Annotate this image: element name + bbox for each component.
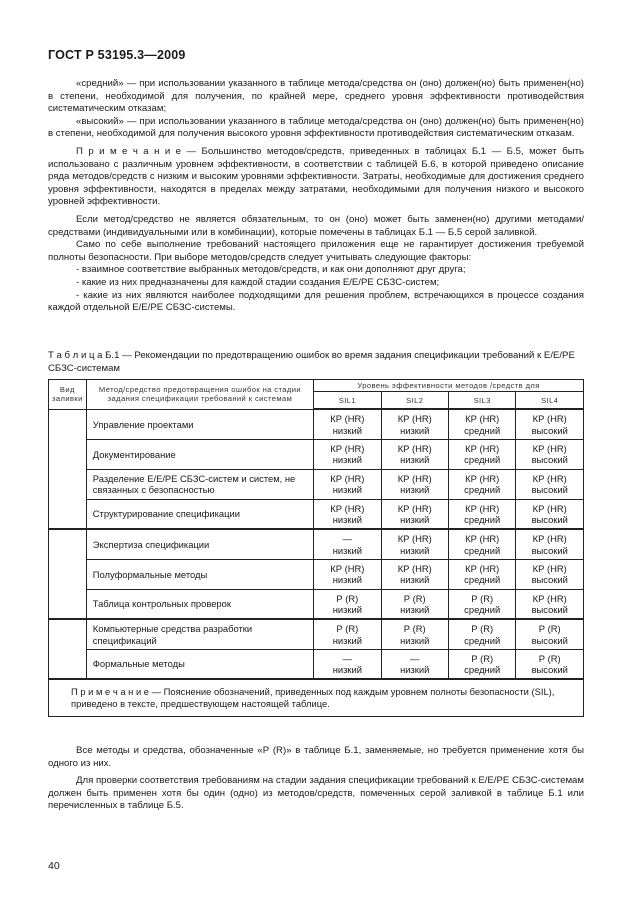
table-row — [49, 589, 584, 619]
method-cell: Формальные методы — [86, 649, 313, 679]
effectiveness-value: низкий — [400, 454, 430, 466]
recommendation-value: КР (HR) — [532, 502, 567, 514]
effectiveness-value: высокий — [531, 424, 568, 436]
recommendation-value: КР (HR) — [532, 413, 567, 425]
intro-note-label: П р и м е ч а н и е — [76, 145, 182, 157]
effectiveness-value: высокий — [531, 454, 568, 466]
paragraph-medium: «средний» — при использовании указанного в таблице метода/средства он (оно) должен(но) быть применен(но) в степени, необходимой для получения, по крайней мере, среднего уровня эффективности противодействия систематическим отказам; — [48, 78, 584, 115]
recommendation-value: Р (R) — [403, 592, 426, 604]
sil1-cell — [314, 469, 381, 499]
sil4-cell — [516, 499, 584, 529]
recommendation-value: КР (HR) — [397, 502, 432, 514]
recommendation-value: Р (R) — [403, 623, 426, 635]
sil3-cell — [448, 649, 516, 679]
table-note-text: — Пояснение обозначений, приведенных под каждым уровнем полноты безопасности (SIL), приведено в тексте, предшествующем настоящей таблице. — [71, 686, 555, 709]
sil4-cell — [516, 649, 584, 679]
effectiveness-value: низкий — [332, 514, 362, 526]
recommendation-value: Р (R) — [538, 623, 561, 635]
sil3-cell — [448, 589, 516, 619]
sil2-cell — [381, 589, 448, 619]
paragraph-high: «высокий» — при использовании указанного в таблице метода/средства он (оно) должен(но) быть применен(но) в степени, необходимой для получения высокого уровня эффективности противодействия систематическим отказам. — [48, 115, 584, 140]
recommendation-value: КР (HR) — [465, 472, 500, 484]
header-method: Метод/средство предотвращения ошибок на стадии задания спецификации требований к системам — [86, 380, 313, 410]
method-cell: Таблица контрольных проверок — [86, 589, 313, 619]
effectiveness-value: высокий — [531, 544, 568, 556]
effectiveness-value: высокий — [531, 604, 568, 616]
header-levels: Уровень эффективности методов /средств для — [314, 380, 584, 392]
paragraph-factors: Само по себе выполнение требований настоящего приложения еще не гарантирует достижения требуемой полноты безопасности. При выборе методов/средств следует учитывать следующие факторы: — [48, 239, 584, 263]
table-row — [49, 559, 584, 589]
paragraph-outro-1: Все методы и средства, обозначенные «Р (R)» в таблице Б.1, заменяемые, но требуется применение хотя бы одного из них. — [48, 745, 584, 769]
sil1-cell — [314, 649, 381, 679]
sil2-cell — [381, 499, 448, 529]
intro-note — [48, 146, 584, 209]
bullet-3: - какие из них являются наиболее подходящими для решения проблем, встречающихся в процессе создания каждой отдельной Е/Е/РЕ СБЗС-системы. — [48, 289, 584, 314]
effectiveness-value: низкий — [400, 514, 430, 526]
effectiveness-value: средний — [464, 514, 501, 526]
intro-note-text: — Большинство методов/средств, приведенных в таблицах Б.1 — Б.5, может быть использовано с различным уровнем эффективности, в соответствии с таблицей Б.6, в которой приведено описание ряда методов/средств с низким и высоким уровнями эффективности. Затраты, необходимые для достижения среднего уровня эффективности, находятся в пределах между затратами, необходимыми для получения низкого и высокого уровней эффективности. — [48, 145, 584, 208]
effectiveness-value: средний — [464, 664, 501, 676]
header-sil3: SIL3 — [448, 392, 516, 410]
sil3-cell — [448, 619, 516, 649]
recommendation-value: КР (HR) — [397, 533, 432, 545]
paragraph-outro-2: Для проверки соответствия требованиям на стадии задания спецификации требований к Е/Е/РЕ СБЗС-системам должен быть применен хотя бы один (одно) из методов/средств, помеченных серой заливкой в таблице Б.1 или перечисленных в таблице Б.5. — [48, 775, 584, 812]
recommendation-value: Р (R) — [471, 592, 494, 604]
recommendation-value: КР (HR) — [397, 562, 432, 574]
recommendation-value: КР (HR) — [330, 562, 365, 574]
table-note-label: П р и м е ч а н и е — [71, 686, 150, 698]
sil2-cell — [381, 529, 448, 559]
method-cell: Управление проектами — [86, 409, 313, 439]
sil1-cell — [314, 589, 381, 619]
recommendation-value: Р (R) — [336, 623, 359, 635]
recommendation-value: — — [410, 652, 420, 664]
recommendation-value: КР (HR) — [532, 442, 567, 454]
bullet-2: - какие из них предназначены для каждой стадии создания Е/Е/РЕ СБЗС-систем; — [76, 276, 440, 288]
effectiveness-value: средний — [464, 604, 501, 616]
recommendation-value: КР (HR) — [465, 562, 500, 574]
recommendation-value: КР (HR) — [465, 413, 500, 425]
effectiveness-value: низкий — [332, 634, 362, 646]
sil2-cell — [381, 469, 448, 499]
table-row — [49, 409, 584, 439]
effectiveness-value: высокий — [531, 484, 568, 496]
method-cell: Компьютерные средства разработки спецификаций — [86, 619, 313, 649]
effectiveness-value: средний — [464, 424, 501, 436]
effectiveness-value: низкий — [400, 574, 430, 586]
fill-kind-cell — [49, 529, 87, 619]
sil2-cell — [381, 559, 448, 589]
recommendation-value: — — [342, 533, 353, 545]
fill-kind-cell — [49, 409, 87, 529]
table-row — [49, 439, 584, 469]
page-number: 40 — [48, 860, 60, 872]
sil4-cell — [516, 469, 584, 499]
table-caption: Т а б л и ц а Б.1 — Рекомендации по предотвращению ошибок во время задания спецификации требований к Е/Е/РЕ СБЗС-системам — [48, 350, 575, 374]
effectiveness-value: низкий — [332, 424, 362, 436]
sil1-cell — [314, 559, 381, 589]
intro-text — [48, 78, 584, 315]
effectiveness-value: низкий — [400, 604, 430, 616]
table-row — [49, 499, 584, 529]
recommendation-value: КР (HR) — [532, 533, 567, 545]
sil4-cell — [516, 529, 584, 559]
effectiveness-value: низкий — [400, 634, 430, 646]
bullet-1: - взаимное соответствие выбранных методов/средств, и как они дополняют друг друга; — [76, 264, 466, 276]
table-note — [49, 679, 584, 716]
sil2-cell — [381, 619, 448, 649]
table-note-row — [49, 679, 584, 716]
sil3-cell — [448, 409, 516, 439]
table-row — [49, 649, 584, 679]
effectiveness-value: низкий — [332, 544, 362, 556]
recommendation-value: КР (HR) — [330, 472, 365, 484]
sil1-cell — [314, 529, 381, 559]
header-sil2: SIL2 — [381, 392, 448, 410]
recommendation-value: КР (HR) — [397, 442, 432, 454]
recommendations-table — [48, 379, 584, 717]
table-row — [49, 469, 584, 499]
method-cell: Экспертиза спецификации — [86, 529, 313, 559]
recommendation-value: Р (R) — [471, 652, 494, 664]
method-cell: Полуформальные методы — [86, 559, 313, 589]
sil2-cell — [381, 409, 448, 439]
recommendation-value: КР (HR) — [465, 442, 500, 454]
recommendation-value: КР (HR) — [532, 562, 567, 574]
recommendation-value: КР (HR) — [330, 442, 365, 454]
paragraph-replace: Если метод/средство не является обязательным, то он (оно) может быть заменен(но) другими методами/средствами (индивидуальными или в комбинации), которые помечены в таблицах Б.1 — Б.5 серой заливкой. — [48, 213, 584, 238]
table-row — [49, 619, 584, 649]
effectiveness-value: средний — [464, 544, 501, 556]
effectiveness-value: высокий — [531, 634, 568, 646]
effectiveness-value: низкий — [400, 544, 430, 556]
sil3-cell — [448, 529, 516, 559]
effectiveness-value: высокий — [531, 574, 568, 586]
sil1-cell — [314, 619, 381, 649]
effectiveness-value: средний — [464, 634, 501, 646]
recommendation-value: КР (HR) — [465, 502, 500, 514]
sil3-cell — [448, 559, 516, 589]
header-sil4: SIL4 — [516, 392, 584, 410]
sil4-cell — [516, 619, 584, 649]
table-body — [49, 409, 584, 716]
effectiveness-value: низкий — [400, 664, 430, 676]
effectiveness-value: средний — [464, 574, 501, 586]
document-header: ГОСТ Р 53195.3—2009 — [48, 48, 186, 62]
sil2-cell — [381, 439, 448, 469]
sil3-cell — [448, 469, 516, 499]
method-cell: Разделение Е/Е/РЕ СБЗС-систем и систем, не связанных с безопасностью — [86, 469, 313, 499]
effectiveness-value: низкий — [400, 484, 430, 496]
outro-text — [48, 745, 584, 813]
method-cell: Документирование — [86, 439, 313, 469]
effectiveness-value: низкий — [332, 604, 362, 616]
recommendation-value: Р (R) — [471, 623, 494, 635]
sil1-cell — [314, 439, 381, 469]
effectiveness-value: низкий — [332, 574, 362, 586]
header-sil1: SIL1 — [314, 392, 381, 410]
effectiveness-value: средний — [464, 454, 501, 466]
recommendation-value: КР (HR) — [397, 472, 432, 484]
method-cell: Структурирование спецификации — [86, 499, 313, 529]
recommendation-value: КР (HR) — [532, 472, 567, 484]
recommendation-value: Р (R) — [538, 652, 561, 664]
recommendation-value: КР (HR) — [532, 592, 567, 604]
recommendation-value: КР (HR) — [465, 533, 500, 545]
recommendation-value: Р (R) — [336, 592, 359, 604]
recommendation-value: — — [342, 652, 353, 664]
sil2-cell — [381, 649, 448, 679]
effectiveness-value: высокий — [531, 514, 568, 526]
effectiveness-value: средний — [464, 484, 501, 496]
sil1-cell — [314, 409, 381, 439]
table-row — [49, 529, 584, 559]
effectiveness-value: низкий — [400, 424, 430, 436]
effectiveness-value: низкий — [332, 664, 362, 676]
sil3-cell — [448, 499, 516, 529]
effectiveness-value: низкий — [332, 484, 362, 496]
effectiveness-value: высокий — [531, 664, 568, 676]
recommendation-value: КР (HR) — [330, 502, 365, 514]
header-kind: Вид заливки — [49, 380, 87, 410]
sil1-cell — [314, 499, 381, 529]
sil4-cell — [516, 559, 584, 589]
fill-kind-cell — [49, 619, 87, 679]
sil4-cell — [516, 589, 584, 619]
sil4-cell — [516, 409, 584, 439]
recommendation-value: КР (HR) — [330, 413, 365, 425]
effectiveness-value: низкий — [332, 454, 362, 466]
sil4-cell — [516, 439, 584, 469]
sil3-cell — [448, 439, 516, 469]
recommendation-value: КР (HR) — [397, 413, 432, 425]
